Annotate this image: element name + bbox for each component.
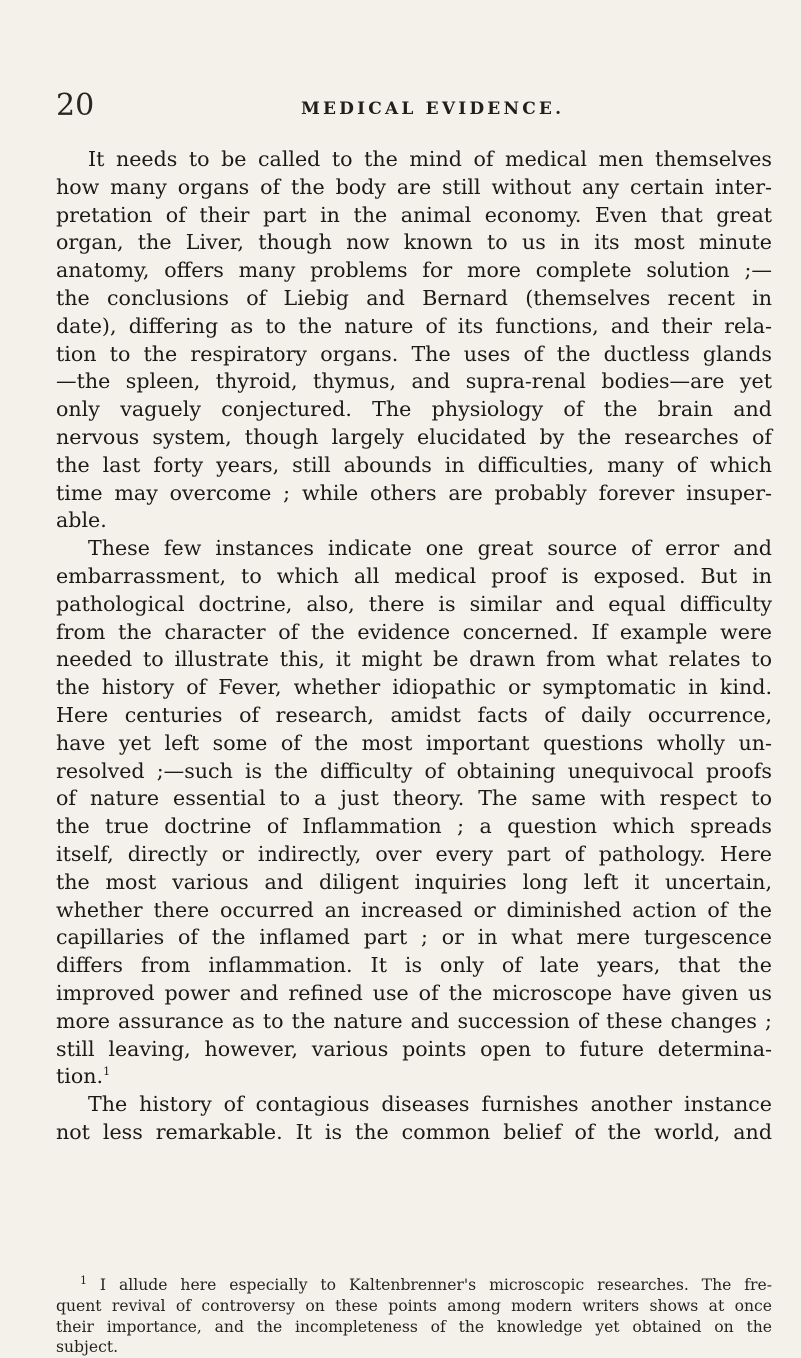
text-line: the history of Fever, whether idiopathic or symptomatic in kind.	[56, 675, 772, 700]
footnote-text: I allude here especially to Kaltenbrenner's microscopic researches. The fre-	[99, 1276, 772, 1294]
text-line: —the spleen, thyroid, thymus, and supra-renal bodies—are yet	[56, 369, 772, 394]
text-line: pretation of their part in the animal economy. Even that great	[56, 202, 772, 227]
text-line: Here centuries of research, amidst facts of daily occurrence,	[56, 702, 772, 727]
text-line: able.	[56, 508, 107, 533]
text-line: organ, the Liver, though now known to us in its most minute	[56, 230, 772, 255]
text-line: tion.	[56, 1064, 104, 1089]
footnotes	[56, 1275, 772, 1358]
page-number: 20	[56, 88, 95, 123]
text-line-with-footnote-ref	[56, 1063, 772, 1091]
running-title: MEDICAL EVIDENCE.	[301, 99, 565, 119]
text-line: the last forty years, still abounds in difficulties, many of which	[56, 452, 772, 477]
body-text	[56, 146, 772, 1147]
page-header	[56, 88, 776, 128]
text-line: how many organs of the body are still without any certain inter-	[56, 174, 772, 199]
text-line: It needs to be called to the mind of medical men themselves	[88, 147, 772, 171]
text-line: the most various and diligent inquiries long left it uncertain,	[56, 869, 772, 894]
footnote-marker: 1	[80, 1273, 87, 1287]
footnote-reference: 1	[103, 1065, 111, 1079]
text-line: from the character of the evidence concerned. If example were	[56, 619, 772, 644]
text-line: of nature essential to a just theory. The same with respect to	[56, 786, 772, 811]
footnote-line: subject.	[56, 1338, 119, 1357]
text-line: capillaries of the inflamed part ; or in what mere turgescence	[56, 925, 772, 950]
footnote-line: quent revival of controversy on these points among modern writers shows at once	[56, 1296, 772, 1315]
text-line: still leaving, however, various points open to future determina-	[56, 1036, 772, 1061]
text-line: only vaguely conjectured. The physiology of the brain and	[56, 397, 772, 422]
text-line: whether there occurred an increased or diminished action of the	[56, 897, 772, 922]
text-line: tion to the respiratory organs. The uses of the ductless glands	[56, 341, 772, 366]
text-line: The history of contagious diseases furnishes another instance	[88, 1092, 772, 1117]
text-line: time may overcome ; while others are probably forever insuper-	[56, 480, 772, 505]
text-line: pathological doctrine, also, there is similar and equal difficulty	[56, 591, 772, 616]
text-line: needed to illustrate this, it might be drawn from what relates to	[56, 647, 772, 672]
text-line: anatomy, offers many problems for more complete solution ;—	[56, 258, 772, 283]
text-line: itself, directly or indirectly, over every part of pathology. Here	[56, 841, 772, 866]
footnote-line: their importance, and the incompleteness of the knowledge yet obtained on the	[56, 1317, 772, 1336]
text-line: the true doctrine of Inflammation ; a question which spreads	[56, 814, 772, 839]
text-line: embarrassment, to which all medical proof is exposed. But in	[56, 563, 772, 588]
text-line: have yet left some of the most important questions wholly un-	[56, 730, 772, 755]
text-line: date), differing as to the nature of its functions, and their rela-	[56, 313, 772, 338]
text-line: resolved ;—such is the difficulty of obtaining unequivocal proofs	[56, 758, 772, 783]
text-line: These few instances indicate one great source of error and	[88, 536, 772, 561]
text-line: improved power and refined use of the microscope have given us	[56, 980, 772, 1005]
text-line: more assurance as to the nature and succession of these changes ;	[56, 1008, 772, 1033]
text-line: the conclusions of Liebig and Bernard (themselves recent in	[56, 285, 772, 310]
text-line: nervous system, though largely elucidated by the researches of	[56, 424, 772, 449]
text-line: not less remarkable. It is the common belief of the world, and	[56, 1119, 772, 1144]
footnote-line	[56, 1275, 772, 1296]
text-line: differs from inflammation. It is only of late years, that the	[56, 953, 772, 978]
